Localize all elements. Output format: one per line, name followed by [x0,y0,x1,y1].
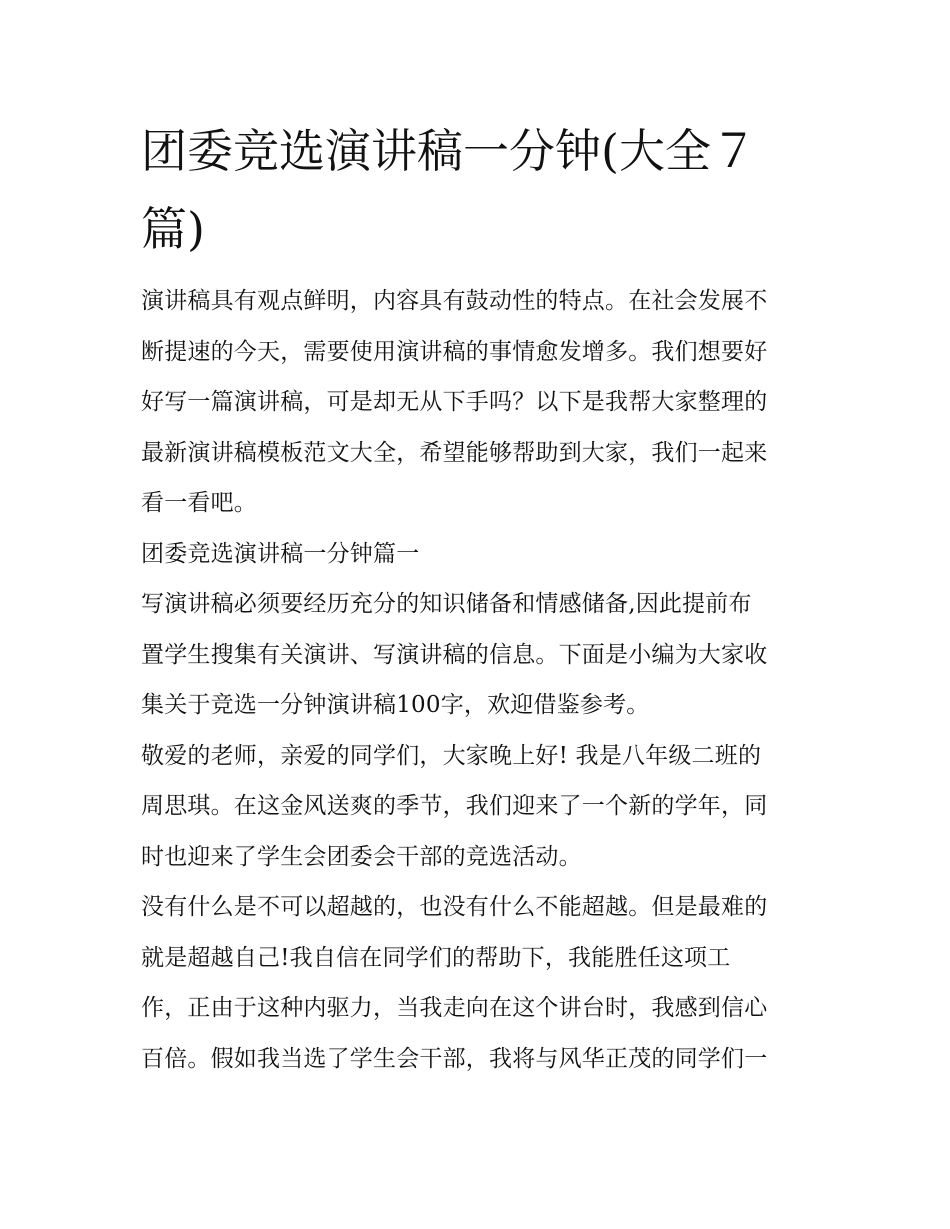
intro-paragraph-line: 好写一篇演讲稿，可是却无从下手吗？以下是我帮大家整理的 [141,389,768,415]
intro-paragraph-line: 断提速的今天，需要使用演讲稿的事情愈发增多。我们想要好 [141,338,768,365]
paragraph-line: 周思琪。在这金风送爽的季节，我们迎来了一个新的学年，同 [141,793,768,819]
paragraph-line: 百倍。假如我当选了学生会干部，我将与风华正茂的同学们一 [141,1045,768,1072]
paragraph-line: 置学生搜集有关演讲、写演讲稿的信息。下面是小编为大家收 [141,641,768,668]
title-line-2: 篇) [141,202,205,256]
document-body [141,276,821,1084]
paragraph-line: 写演讲稿必须要经历充分的知识储备和情感储备,因此提前布 [141,591,752,617]
paragraph-line: 敬爱的老师，亲爱的同学们，大家晚上好! 我是八年级二班的 [141,742,762,769]
section-heading: 团委竞选演讲稿一分钟篇一 [141,540,420,567]
intro-paragraph-line: 看一看吧。 [141,490,257,516]
paragraph-line: 集关于竞选一分钟演讲稿100字，欢迎借鉴参考。 [141,692,650,718]
title-line-1: 团委竞选演讲稿一分钟(大全７ [141,124,757,178]
paragraph-line: 时也迎来了学生会团委会干部的竞选活动。 [141,843,582,870]
paragraph-line: 作，正由于这种内驱力，当我走向在这个讲台时，我感到信心 [141,995,768,1021]
document-title [141,112,821,268]
paragraph-line: 没有什么是不可以超越的，也没有什么不能超越。但是最难的 [141,894,768,920]
paragraph-line: 就是超越自己!我自信在同学们的帮助下，我能胜任这项工 [141,944,731,971]
intro-paragraph-line: 最新演讲稿模板范文大全，希望能够帮助到大家，我们一起来 [141,439,768,466]
intro-paragraph-line: 演讲稿具有观点鲜明，内容具有鼓动性的特点。在社会发展不 [141,288,768,314]
